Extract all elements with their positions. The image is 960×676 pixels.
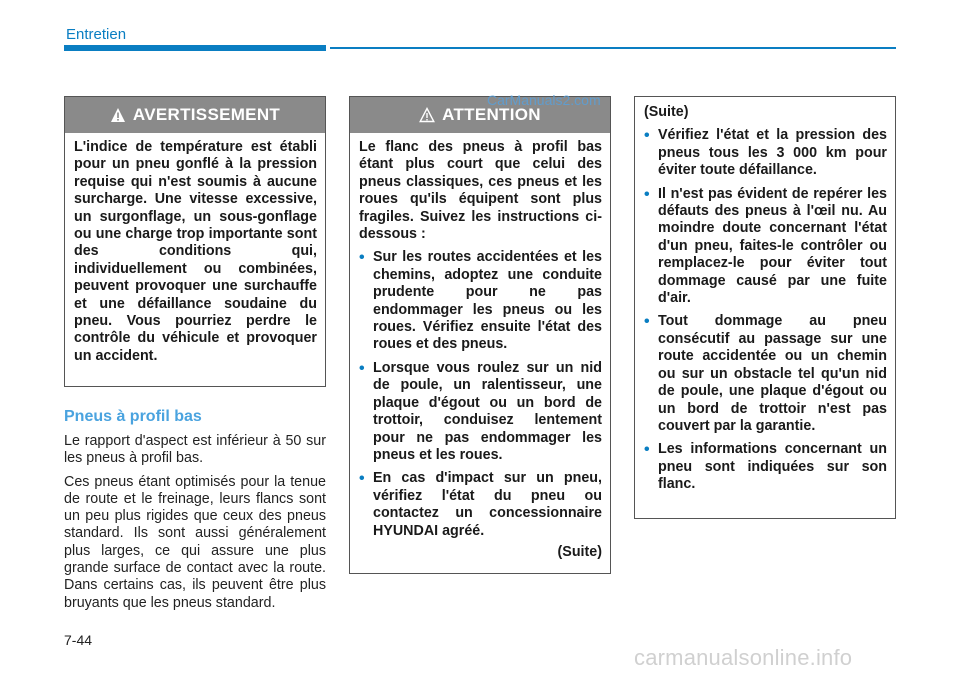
- continued-box-heading: (Suite): [644, 104, 689, 120]
- watermark-top: CarManuals2.com: [487, 92, 601, 108]
- section-title: Pneus à profil bas: [64, 408, 202, 425]
- continued-box-body: [635, 97, 895, 502]
- attention-box-heading: ATTENTION: [442, 105, 541, 124]
- continued-label: (Suite): [557, 543, 602, 560]
- section-paragraph: Ces pneus étant optimisés pour la tenue de route et le freinage, leurs flancs sont un peu plus rigides que ceux des pneus standard. Ils sont aussi généralement plus larges, ce qui assure une plus grande surface de contact avec la route. Dans certains cas, ils peuvent être plus bruyants que les pneus standard.: [64, 473, 326, 611]
- warning-box-heading: AVERTISSEMENT: [132, 105, 281, 124]
- watermark-bottom: carmanualsonline.info: [634, 645, 853, 670]
- attention-bullet: • Sur les routes accidentées et les chemins, adoptez une conduite prudente pour ne pas endommager les pneus ou les roues. Vérifiez ensuite l'état des roues et des pneus.: [359, 249, 602, 353]
- continued-box: [634, 96, 896, 519]
- warning-box-text: L'indice de température est établi pour un pneu gonflé à la pression requise qui n'est soumis à aucune surcharge. Une vitesse excessive, un surgonflage, un sous-gonflage ou une charge trop importante sont des conditions qui, individuellement ou combinées, peuvent provoquer une surchauffe et une défaillance soudaine du pneu. Vous pourriez perdre le contrôle du véhicule et provoquer un accident.: [74, 139, 317, 364]
- continued-bullet: • Tout dommage au pneu consécutif au passage sur une route accidentée ou un chemin ou sur un obstacle tel qu'un nid de poule, une plaque d'égout ou un bord de trottoir n'est pas couvert par la garantie.: [644, 313, 887, 435]
- attention-box: [349, 96, 611, 574]
- section-paragraph: Le rapport d'aspect est inférieur à 50 sur les pneus à profil bas.: [64, 433, 326, 467]
- continued-bullet: • Les informations concernant un pneu sont indiquées sur son flanc.: [644, 441, 887, 493]
- attention-box-body: [350, 133, 610, 569]
- warning-box-header: [65, 97, 325, 133]
- section-header-title: Entretien: [66, 26, 127, 43]
- warning-triangle-icon: [110, 107, 126, 123]
- header-rule-thick: [64, 45, 326, 51]
- continued-bullet: • Vérifiez l'état et la pression des pneus tous les 3 000 km pour éviter toute défaillance.: [644, 127, 887, 179]
- page-number: 7-44: [64, 632, 93, 648]
- warning-box: [64, 96, 326, 387]
- warning-triangle-icon: [419, 107, 435, 123]
- header-rule-thin: [330, 47, 896, 49]
- attention-bullet: • En cas d'impact sur un pneu, vérifiez l'état du pneu ou contactez un concessionnaire HYUNDAI agréé.: [359, 470, 602, 540]
- section-body: [64, 433, 326, 618]
- attention-intro: Le flanc des pneus à profil bas étant plus court que celui des pneus classiques, ces pneus et les roues qu'ils équipent sont plus fragiles. Suivez les instructions ci-dessous :: [359, 139, 602, 243]
- attention-bullet: • Lorsque vous roulez sur un nid de poule, un ralentisseur, une plaque d'égout ou un bord de trottoir, conduisez lentement pour ne pas endommager les pneus et les roues.: [359, 360, 602, 464]
- continued-bullet: • Il n'est pas évident de repérer les défauts des pneus à l'œil nu. Au moindre doute concernant l'état d'un pneu, faites-le contrôler ou remplacez-le pour éviter tout dommage causé par une fuite d'air.: [644, 186, 887, 308]
